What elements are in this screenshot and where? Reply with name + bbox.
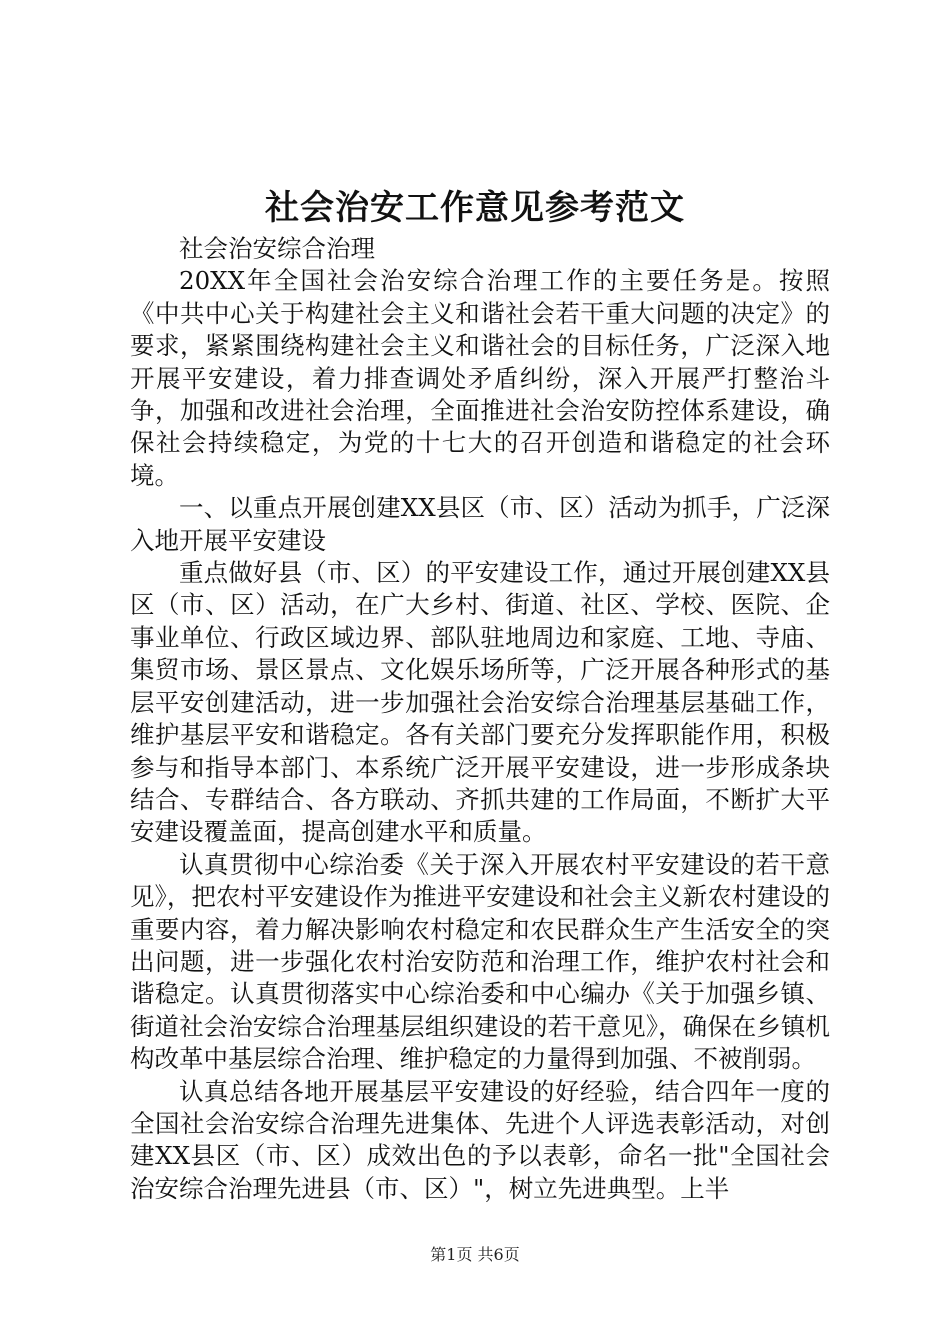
document-title: 社会治安工作意见参考范文 [265,188,685,228]
paragraph-subtitle: 社会治安综合治理 [179,234,375,263]
paragraph-summary-experience: 认真总结各地开展基层平安建设的好经验，结合四年一度的全国社会治安综合治理先进集体、先进个人评选表彰活动，对创建XX县区（市、区）成效出色的予以表彰，命名一批"全国社会治安综合治理先进县（市、区）"，树立先进典型。上半 [130,1076,830,1203]
paragraph-main-task: 20XX年全国社会治安综合治理工作的主要任务是。按照《中共中心关于构建社会主义和谐社会若干重大问题的决定》的要求，紧紧围绕构建社会主义和谐社会的目标任务，广泛深入地开展平安建设，着力排查调处矛盾纠纷，深入开展严打整治斗争，加强和改进社会治理，全面推进社会治安防控体系建设，确保社会持续稳定，为党的十七大的召开创造和谐稳定的社会环境。 [130,266,830,490]
paragraph-county-work: 重点做好县（市、区）的平安建设工作，通过开展创建XX县区（市、区）活动，在广大乡村、街道、社区、学校、医院、企事业单位、行政区域边界、部队驻地周边和家庭、工地、寺庙、集贸市场、景区景点、文化娱乐场所等，广泛开展各种形式的基层平安创建活动，进一步加强社会治安综合治理基层基础工作，维护基层平安和谐稳定。各有关部门要充分发挥职能作用，积极参与和指导本部门、本系统广泛开展平安建设，进一步形成条块结合、专群结合、各方联动、齐抓共建的工作局面，不断扩大平安建设覆盖面，提高创建水平和质量。 [130,558,830,847]
page-number-footer: 第1页 共6页 [430,1245,520,1264]
paragraph-rural-safety: 认真贯彻中心综治委《关于深入开展农村平安建设的若干意见》，把农村平安建设作为推进平安建设和社会主义新农村建设的重要内容，着力解决影响农村稳定和农民群众生产生活安全的突出问题，进一步强化农村治安防范和治理工作，维护农村社会和谐稳定。认真贯彻落实中心综治委和中心编办《关于加强乡镇、街道社会治安综合治理基层组织建设的若干意见》，确保在乡镇机构改革中基层综合治理、维护稳定的力量得到加强、不被削弱。 [130,849,830,1074]
paragraph-section-heading: 一、以重点开展创建XX县区（市、区）活动为抓手，广泛深入地开展平安建设 [130,493,830,555]
document-body [130,233,830,1205]
